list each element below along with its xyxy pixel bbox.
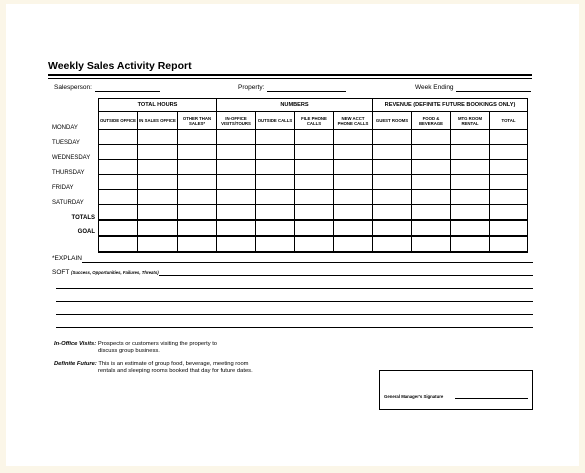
table-cell[interactable] (217, 130, 256, 145)
table-cell[interactable] (373, 130, 412, 145)
table-cell[interactable] (178, 205, 217, 221)
soft-label-text: SOFT (52, 269, 70, 276)
row-label-friday: FRIDAY (52, 185, 74, 191)
week-ending-field[interactable] (456, 91, 531, 92)
soft-line[interactable] (159, 275, 533, 276)
title-rule-thick (48, 74, 532, 76)
table-cell[interactable] (412, 205, 451, 221)
table-cell[interactable] (412, 130, 451, 145)
table-cell[interactable] (217, 160, 256, 175)
table-cell[interactable] (295, 175, 334, 190)
col-header: OUTSIDE OFFICE (99, 112, 138, 130)
table-cell[interactable] (373, 160, 412, 175)
report-title: Weekly Sales Activity Report (48, 60, 192, 72)
table-cell[interactable] (334, 236, 373, 252)
col-header: TOTAL (490, 112, 528, 130)
note-in-office-visits (54, 341, 374, 355)
table-cell[interactable] (412, 160, 451, 175)
col-header: FILE PHONE CALLS (295, 112, 334, 130)
col-header: GUEST ROOMS (373, 112, 412, 130)
explain-line[interactable] (56, 327, 533, 328)
table-cell[interactable] (178, 130, 217, 145)
table-cell[interactable] (295, 205, 334, 221)
table-cell[interactable] (295, 220, 334, 236)
table-cell[interactable] (451, 160, 490, 175)
table-cell[interactable] (99, 220, 138, 236)
title-rule-thin (48, 78, 532, 79)
table-cell[interactable] (256, 220, 295, 236)
salesperson-field[interactable] (95, 91, 160, 92)
table-cell[interactable] (295, 190, 334, 205)
table-cell[interactable] (334, 220, 373, 236)
signature-field[interactable] (455, 398, 528, 399)
table-cell[interactable] (451, 145, 490, 160)
table-cell[interactable] (178, 220, 217, 236)
table-cell[interactable] (412, 145, 451, 160)
note-definite-future (54, 361, 374, 375)
explain-line[interactable] (56, 301, 533, 302)
table-cell[interactable] (295, 145, 334, 160)
table-cell[interactable] (99, 160, 138, 175)
table-cell[interactable] (138, 160, 178, 175)
table-cell[interactable] (334, 145, 373, 160)
table-cell[interactable] (490, 205, 528, 221)
note-text: rentals and sleeping rooms booked that day for future dates. (98, 368, 253, 374)
table-cell[interactable] (451, 205, 490, 221)
table-row (99, 160, 528, 175)
table-cell[interactable] (373, 145, 412, 160)
table-cell[interactable] (217, 190, 256, 205)
table-row (99, 145, 528, 160)
table-cell[interactable] (451, 175, 490, 190)
property-field[interactable] (267, 91, 346, 92)
table-row (99, 175, 528, 190)
row-label-tuesday: TUESDAY (52, 140, 80, 146)
table-cell[interactable] (412, 175, 451, 190)
row-label-thursday: THURSDAY (52, 170, 85, 176)
row-label-saturday: SATURDAY (52, 200, 84, 206)
table-cell[interactable] (256, 236, 295, 252)
note-text: Prospects or customers visiting the property to (97, 341, 218, 347)
row-label-goal: GOAL (77, 229, 95, 235)
table-cell[interactable] (178, 190, 217, 205)
col-header: FOOD & BEVERAGE (412, 112, 451, 130)
table-cell[interactable] (178, 175, 217, 190)
note-term: Definite Future: (54, 361, 97, 367)
col-header: IN-OFFICE VISITS/TOURS (217, 112, 256, 130)
table-cell[interactable] (295, 160, 334, 175)
explain-line[interactable] (56, 314, 533, 315)
table-cell[interactable] (490, 236, 528, 252)
table-cell[interactable] (451, 220, 490, 236)
table-cell[interactable] (99, 190, 138, 205)
table-cell[interactable] (99, 175, 138, 190)
table-cell[interactable] (178, 160, 217, 175)
table-cell[interactable] (138, 205, 178, 221)
property-label: Property: (238, 84, 265, 91)
table-cell[interactable] (256, 175, 295, 190)
table-cell[interactable] (334, 190, 373, 205)
table-cell[interactable] (412, 220, 451, 236)
row-label-monday: MONDAY (52, 125, 78, 131)
totals-row (99, 220, 528, 236)
table-cell[interactable] (99, 130, 138, 145)
col-header: OTHER THAN SALES* (178, 112, 217, 130)
note-text: discuss group business. (98, 348, 160, 354)
table-cell[interactable] (373, 205, 412, 221)
col-header: MTG ROOM RENTAL (451, 112, 490, 130)
table-cell[interactable] (334, 175, 373, 190)
group-numbers: NUMBERS (217, 99, 373, 112)
table-cell[interactable] (256, 130, 295, 145)
table-row (99, 130, 528, 145)
table-cell[interactable] (334, 205, 373, 221)
table-cell[interactable] (178, 236, 217, 252)
table-cell[interactable] (295, 236, 334, 252)
table-cell[interactable] (451, 190, 490, 205)
table-cell[interactable] (138, 175, 178, 190)
table-cell[interactable] (412, 236, 451, 252)
table-cell[interactable] (334, 130, 373, 145)
table-cell[interactable] (256, 205, 295, 221)
table-cell[interactable] (99, 236, 138, 252)
table-cell[interactable] (412, 190, 451, 205)
table-cell[interactable] (373, 175, 412, 190)
table-cell[interactable] (373, 236, 412, 252)
goal-row (99, 236, 528, 252)
table-cell[interactable] (490, 190, 528, 205)
table-cell[interactable] (217, 205, 256, 221)
table-cell[interactable] (373, 190, 412, 205)
signature-box (379, 370, 533, 410)
salesperson-label: Salesperson: (54, 84, 92, 91)
group-total-hours: TOTAL HOURS (99, 99, 217, 112)
soft-label (52, 269, 159, 276)
soft-hint: (Success, Opportunities, Failures, Threats) (71, 270, 159, 275)
table-cell[interactable] (138, 130, 178, 145)
table-cell[interactable] (256, 145, 295, 160)
table-row (99, 205, 528, 221)
table-body (99, 130, 528, 253)
table-cell[interactable] (490, 160, 528, 175)
table-cell[interactable] (217, 220, 256, 236)
col-header: IN SALES OFFICE (138, 112, 178, 130)
row-label-totals: TOTALS (71, 215, 95, 221)
col-header: NEW ACCT PHONE CALLS (334, 112, 373, 130)
table-row (99, 190, 528, 205)
table-cell[interactable] (256, 160, 295, 175)
table-cell[interactable] (295, 130, 334, 145)
table-cell[interactable] (138, 190, 178, 205)
week-ending-label: Week Ending (415, 84, 454, 91)
table-cell[interactable] (217, 175, 256, 190)
row-label-wednesday: WEDNESDAY (52, 155, 91, 161)
table-cell[interactable] (138, 145, 178, 160)
table-cell[interactable] (99, 205, 138, 221)
table-cell[interactable] (178, 145, 217, 160)
table-cell[interactable] (217, 236, 256, 252)
table-cell[interactable] (256, 190, 295, 205)
note-text: This is an estimate of group food, beverage, meeting room (98, 361, 249, 367)
table-cell[interactable] (138, 236, 178, 252)
table-cell[interactable] (490, 145, 528, 160)
signature-label: General Manager's Signature (384, 394, 444, 399)
table-cell[interactable] (490, 130, 528, 145)
table-cell[interactable] (217, 145, 256, 160)
activity-table (98, 98, 528, 253)
table-cell[interactable] (138, 220, 178, 236)
note-term: In-Office Visits: (54, 341, 97, 347)
table-cell[interactable] (334, 160, 373, 175)
explain-line[interactable] (82, 262, 533, 263)
group-revenue: REVENUE (DEFINITE FUTURE BOOKINGS ONLY) (373, 99, 528, 112)
table-cell[interactable] (451, 236, 490, 252)
table-cell[interactable] (373, 220, 412, 236)
explain-line[interactable] (56, 288, 533, 289)
col-header: OUTSIDE CALLS (256, 112, 295, 130)
table-cell[interactable] (99, 145, 138, 160)
explain-label: *EXPLAIN (52, 255, 82, 262)
table-cell[interactable] (490, 220, 528, 236)
table-cell[interactable] (451, 130, 490, 145)
table-cell[interactable] (490, 175, 528, 190)
